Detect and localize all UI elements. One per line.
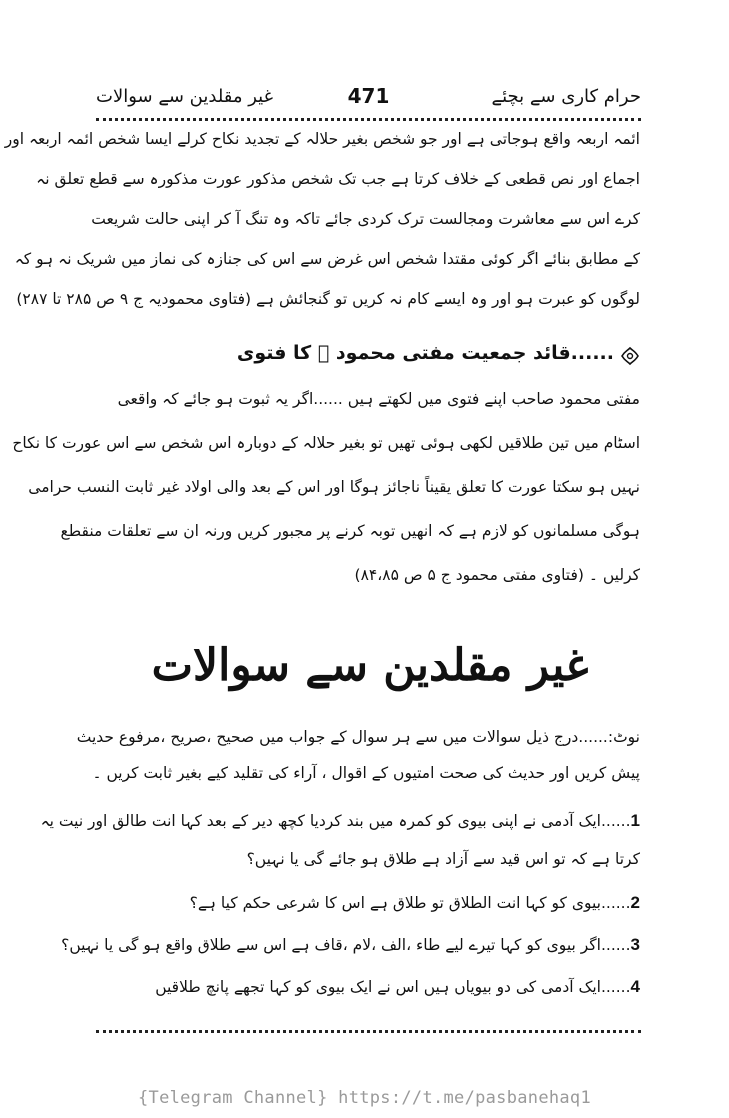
question-4 — [100, 972, 640, 1002]
paragraph-line: اجماع اور نص قطعی کے خلاف کرتا ہے جب تک شخص مذکور عورت مذکورہ سے قطع تعلق نہ — [36, 170, 640, 188]
section2-heading-text: ......قائد جمعیت مفتی محمود ﷫ کا فتوی — [236, 342, 614, 364]
questions-block — [40, 722, 640, 1012]
flower-ornament-icon — [620, 346, 640, 366]
question-number: 1 — [630, 811, 640, 830]
question-number: 2 — [630, 893, 640, 912]
question-3 — [61, 930, 640, 960]
header-book-title: غیر مقلدین سے سوالات — [96, 86, 274, 107]
telegram-channel-watermark: {Telegram Channel} https://t.me/pasbanehaq1 — [138, 1088, 591, 1108]
note-line: پیش کریں اور حدیث کی صحت امتیوں کے اقوال ، آراء کی تقلید کیے بغیر ثابت کریں ۔ — [92, 764, 640, 782]
question-number: 3 — [630, 935, 640, 954]
note-line: نوٹ:......درج ذیل سوالات میں سے ہر سوال کے جواب میں صحیح ،صریح ،مرفوع حدیث — [76, 728, 640, 746]
question-2 — [100, 888, 640, 918]
question-text: ......ایک آدمی نے اپنی بیوی کو کمرہ میں بند کردیا کچھ دیر کے بعد کہا انت طالق اور نیت یہ — [40, 812, 631, 830]
paragraph-line: اسٹام میں تین طلاقیں لکھی ہوئی تھیں تو بغیر حلالہ کے دوبارہ اس شخص سے اس عورت کا نکاح — [12, 434, 640, 452]
question-1-continuation — [100, 844, 640, 874]
paragraph-line: لوگوں کو عبرت ہو اور وہ ایسے کام نہ کریں تو گنجائش ہے (فتاوی محمودیہ ج ۹ ص ۲۸۵ تا ۲۸۷) — [16, 290, 640, 308]
question-text: ......اگر بیوی کو کہا تیرے لیے طاء ،الف ،لام ،قاف ہے اس سے طلاق واقع ہو گی یا نہیں؟ — [61, 936, 631, 954]
section2-heading — [100, 340, 640, 376]
paragraph-line: نہیں ہو سکتا عورت کا تعلق یقیناً ناجائز ہوگا اور اس کے بعد والی اولاد غیر ثابت النسب حرامی — [28, 478, 640, 496]
paragraph-line: ائمہ اربعہ واقع ہوجاتی ہے اور جو شخص بغیر حلالہ کے تجدید نکاح کرلے ایسا شخص ائمہ اربعہ اور — [4, 130, 640, 148]
page-number: 471 — [347, 84, 390, 108]
section2-paragraph — [12, 384, 640, 604]
question-number: 4 — [630, 977, 640, 996]
section1-paragraph — [4, 124, 640, 314]
question-1 — [40, 806, 640, 836]
page-header — [96, 84, 641, 114]
header-chapter-title: حرام کاری سے بچئے — [491, 86, 641, 107]
chapter-title: غیر مقلدین سے سوالات — [151, 640, 589, 691]
question-text: کرتا ہے کہ تو اس قید سے آزاد ہے طلاق ہو جائے گی یا نہیں؟ — [246, 850, 640, 868]
footer-dotted-divider — [96, 1030, 641, 1033]
question-text: ......بیوی کو کہا انت الطلاق تو طلاق ہے اس کا شرعی حکم کیا ہے؟ — [189, 894, 631, 912]
paragraph-line: کرے اس سے معاشرت ومجالست ترک کردی جائے تاکہ وہ تنگ آ کر اپنی حالت شریعت — [91, 210, 640, 228]
paragraph-line: کرلیں ۔ (فتاوی مفتی محمود ج ۵ ص ۸۴،۸۵) — [354, 566, 640, 584]
header-dotted-divider — [96, 118, 641, 121]
question-text: ......ایک آدمی کی دو بیویاں ہیں اس نے ایک بیوی کو کہا تجھے پانچ طلاقیں — [155, 978, 631, 996]
paragraph-line: ہوگی مسلمانوں کو لازم ہے کہ انھیں توبہ کرنے پر مجبور کریں ورنہ ان سے تعلقات منقطع — [60, 522, 640, 540]
paragraph-line: مفتی محمود صاحب اپنے فتوی میں لکھتے ہیں ......اگر یہ ثبوت ہو جائے کہ واقعی — [117, 390, 640, 408]
paragraph-line: کے مطابق بنائے اگر کوئی مقتدا شخص اس غرض سے اس کی جنازہ کی نماز میں شریک نہ ہو کہ — [14, 250, 640, 268]
